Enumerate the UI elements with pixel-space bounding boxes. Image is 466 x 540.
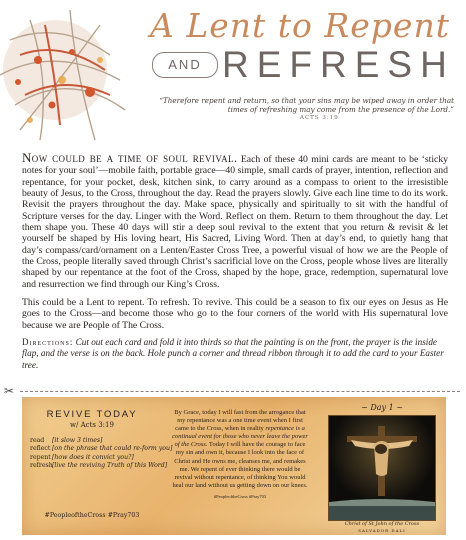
- title-script: A Lent to Repent: [150, 6, 450, 45]
- prayer-start: By Grace, today I will fast from the arrogance that my repentance was a one time event when I first came to the Cross, when in reality: [174, 409, 306, 433]
- directions: [22, 337, 448, 371]
- prayer-emphasis: repentance is a continual event for those who never leave the power of the Cross.: [172, 425, 308, 449]
- day-label: ~ Day 1 ~: [361, 403, 403, 412]
- intro-paragraph-2: This could be a Lent to repent. To refresh. To revive. This could be a season to fix our eyes on Jesus as He goes to the Cross—and become those who go to the four corners of the world with His supernatural love because we are People of The Cross.: [22, 297, 448, 331]
- intro-paragraph-1: [22, 152, 448, 290]
- scissors-icon: ✂: [4, 384, 15, 398]
- step-key: refresh: [30, 462, 53, 470]
- crown-of-thorns-illustration: [0, 0, 150, 150]
- card-verse-panel: [22, 397, 173, 535]
- painting-artist: SALVADOR DALI: [358, 528, 406, 533]
- directions-text: Cut out each card and fold it into thirds so that the painting is on the front, the prayer is the inside flap, and the verse is on the back. Hole punch a corner and thread ribbon through it to add the card to your Easter tree.: [22, 337, 444, 370]
- card-step: [30, 445, 173, 453]
- card-title: REVIVE TODAY: [46, 409, 138, 420]
- card-step: [30, 437, 160, 445]
- prayer-hashtags: #PeopleoftheCross #Pray703: [213, 493, 267, 499]
- step-key: repent: [30, 453, 51, 461]
- painting-image: [329, 416, 435, 520]
- printable-card: [22, 397, 446, 535]
- card-verse-ref: w/ Acts 3:19: [70, 421, 114, 429]
- title-and-pill: AND: [152, 52, 218, 78]
- intro-paragraph-1-rest: Each of these 40 mini cards are meant to be ‘sticky notes for your soul’—mobile faith, portable grace—40 simple, small cards of prayer, intention, reflection and repentance, for your pocket, desk, kitchen sink, to carry around as a compass to orient to the irresistible beauty of Jesus, to the Cross, throughout the day. Read the prayers slowly. Give each line time to do its work. Revisit the prayers throughout the day. Make space, physically and spiritually to sit with the handful of Scripture verses for the day. Linger with the Word. Reflect on them. Return to them throughout the day. Let them shape you. These 40 days will stir a deep soul revival to the extent that you return & revisit & let yourself be shaped by His loving heart, His Sacred, Living Word. Then at day’s end, to quietly hang that day’s compass/card/ornament on a Lenten/Easter Cross Tree, a powerful visual of how we are the People of the Cross, people literally saved through Christ’s sacrificial love on the Cross, people whose lives are literally shaped by our repentance at the foot of the Cross, shaped by the hope, grace, redemption, supernatural love and resurrection we find through our King’s Cross.: [22, 154, 449, 290]
- step-key: read: [30, 437, 45, 444]
- directions-label: Directions:: [22, 337, 74, 347]
- card-step: [30, 454, 160, 462]
- step-value: [on the phrase that could re-form you]: [51, 445, 173, 453]
- scripture-quote: “Therefore repent and return, so that your sins may be wiped away in order that times of refreshing may come from the presence of the Lord.”: [159, 96, 454, 114]
- card-hashtags: #PeopleoftheCross #Pray703: [44, 512, 140, 519]
- card-step: [30, 462, 168, 470]
- card-steps: [30, 437, 173, 471]
- quote-reference: ACTS 3:19: [300, 115, 339, 121]
- step-value: [how does it convict you?]: [51, 453, 134, 461]
- lead-phrase: Now could be a time of soul revival.: [22, 150, 238, 165]
- step-key: reflect: [30, 445, 51, 453]
- intro-text: [22, 152, 448, 338]
- painting-caption: Christ of St John of the Cross: [344, 521, 420, 527]
- title-main: REFRESH: [222, 44, 455, 85]
- card-prayer-panel: [170, 409, 310, 501]
- crucifixion-painting: [328, 415, 436, 521]
- cut-line: [20, 391, 460, 392]
- card-painting-panel: [318, 397, 446, 535]
- header: [0, 0, 466, 150]
- prayer-end: Today I will have the courage to face my sin and own it, because I look into the face of Christ and He owns me, cleanses me, and remakes me. We repent of ever thinking there would be revival without repentance, of thinking You would heal our land without us getting down on our knees.: [172, 441, 308, 489]
- step-value: [live the reviving Truth of this Word]: [51, 462, 168, 470]
- step-value: [it slow 3 times]: [51, 437, 103, 444]
